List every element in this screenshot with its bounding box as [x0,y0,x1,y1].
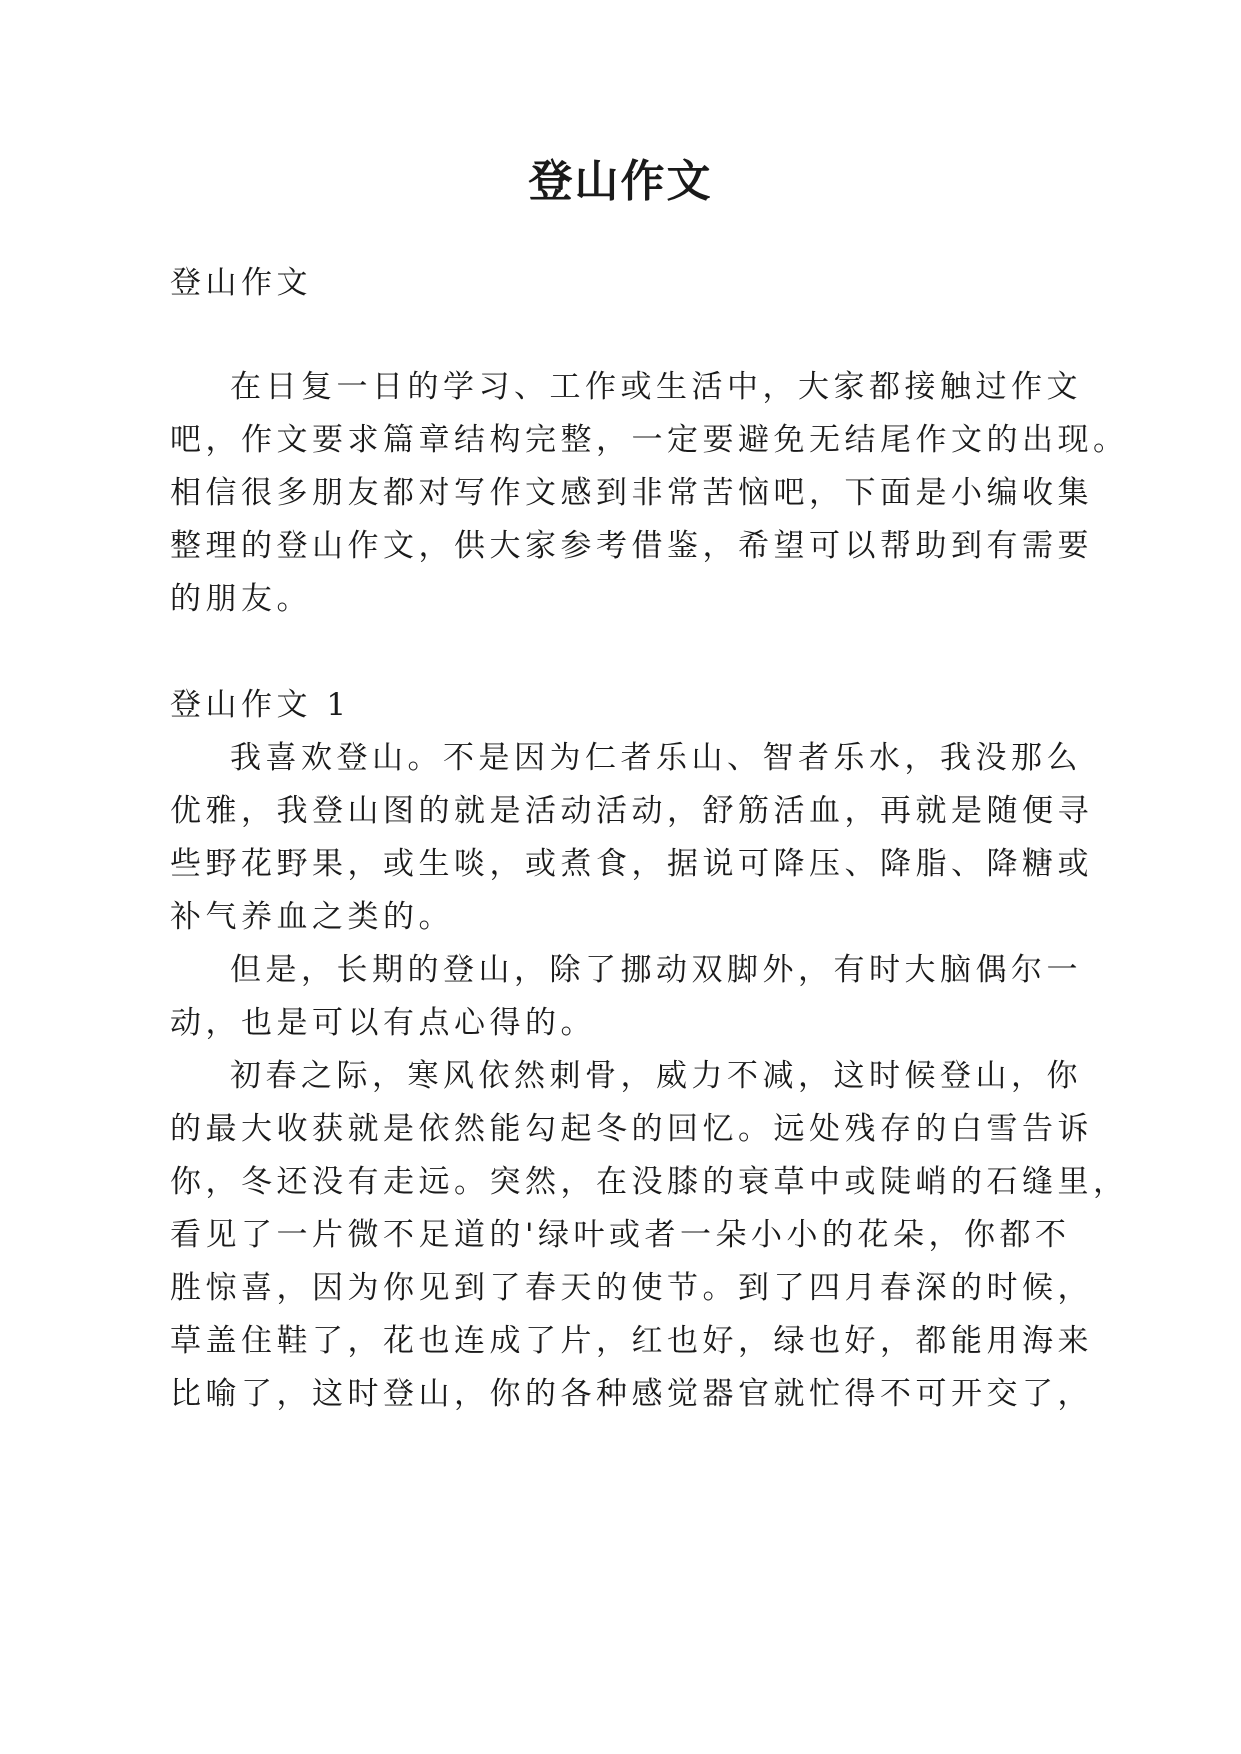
document-title: 登山作文 [528,156,713,207]
intro-line: 吧，作文要求篇章结构完整，一定要避免无结尾作文的出现。 [170,422,1129,458]
body-line: 动，也是可以有点心得的。 [170,1005,596,1041]
body-line: 初春之际，寒风依然刺骨，威力不减，这时候登山，你 [230,1058,1082,1094]
body-line: 但是，长期的登山，除了挪动双脚外，有时大脑偶尔一 [230,952,1082,988]
body-line: 比喻了，这时登山，你的各种感觉器官就忙得不可开交了， [170,1376,1093,1412]
body-line: 补气养血之类的。 [170,899,454,935]
intro-line: 在日复一日的学习、工作或生活中，大家都接触过作文 [230,369,1082,405]
body-line: 胜惊喜，因为你见到了春天的使节。到了四月春深的时候， [170,1270,1093,1306]
body-line: 草盖住鞋了，花也连成了片，红也好，绿也好，都能用海来 [170,1323,1093,1359]
document-subtitle: 登山作文 [170,265,312,301]
intro-line: 的朋友。 [170,581,312,617]
body-line: 你，冬还没有走远。突然，在没膝的衰草中或陡峭的石缝里， [170,1164,1129,1200]
intro-line: 整理的登山作文，供大家参考借鉴，希望可以帮助到有需要 [170,528,1093,564]
body-line: 优雅，我登山图的就是活动活动，舒筋活血，再就是随便寻 [170,793,1093,829]
body-line: 我喜欢登山。不是因为仁者乐山、智者乐水，我没那么 [230,740,1082,776]
body-line: 些野花野果，或生啖，或煮食，据说可降压、降脂、降糖或 [170,846,1093,882]
body-line: 看见了一片微不足道的'绿叶或者一朵小小的花朵，你都不 [170,1217,1071,1253]
intro-line: 相信很多朋友都对写作文感到非常苦恼吧，下面是小编收集 [170,475,1093,511]
section-heading: 登山作文 1 [170,687,351,723]
body-line: 的最大收获就是依然能勾起冬的回忆。远处残存的白雪告诉 [170,1111,1093,1147]
